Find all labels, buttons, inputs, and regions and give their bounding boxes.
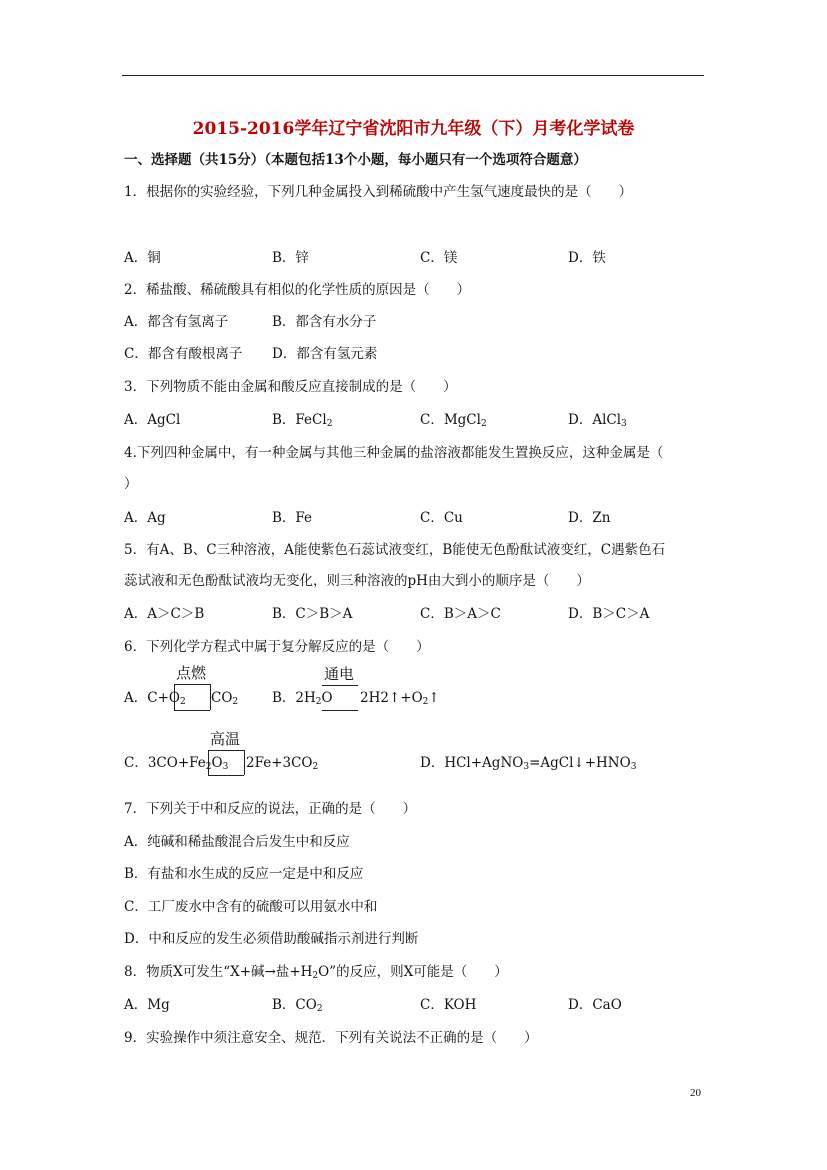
q5-option-a: A．A＞C＞B	[124, 606, 205, 622]
q6a-condition: 点燃	[176, 664, 207, 682]
q6-option-a: A．$C+O_2$	[124, 690, 186, 707]
question-4-cont: ）	[124, 476, 138, 492]
q8-option-b: B．$CO_2$	[272, 997, 323, 1014]
q6-option-c-product: $2Fe+3CO_2$	[246, 755, 319, 772]
q6b-condition-bar	[322, 685, 358, 686]
q1-option-a: A．铜	[124, 250, 161, 266]
q6c-condition: 高温	[210, 730, 241, 748]
q6-option-b-product: $2H2↑+O_2↑$	[360, 690, 440, 707]
q6c-condition-bar	[208, 750, 244, 751]
q4-option-d: D．Zn	[568, 510, 611, 526]
question-9: 9．实验操作中须注意安全、规范．下列有关说法不正确的是（ ）	[124, 1030, 538, 1046]
q3-option-b: B．FeCl$_2$	[272, 412, 333, 429]
q4-option-c: C．Cu	[420, 510, 463, 526]
question-4: 4.下列四种金属中，有一种金属与其他三种金属的盐溶液都能发生置换反应，这种金属是（	[124, 445, 664, 461]
q1-option-c: C．镁	[420, 250, 458, 266]
q6-option-b: B．$2H_2O$	[272, 690, 333, 707]
q1-option-b: B．锌	[272, 250, 309, 266]
question-1: 1．根据你的实验经验，下列几种金属投入到稀硫酸中产生氢气速度最快的是（ ）	[124, 184, 633, 200]
q3-option-d: D．AlCl$_3$	[568, 412, 627, 429]
question-2: 2．稀盐酸、稀硫酸具有相似的化学性质的原因是（ ）	[124, 282, 471, 298]
q8-option-d: D．CaO	[568, 997, 622, 1013]
question-5: 5．有A、B、C三种溶液，A能使紫色石蕊试液变红，B能使无色酚酞试液变红，C遇紫色石	[124, 542, 666, 558]
q5-option-d: D．B＞C＞A	[568, 606, 650, 622]
q3-option-c: C．MgCl$_2$	[420, 412, 487, 429]
question-5-cont: 蕊试液和无色酚酞试液均无变化，则三种溶液的pH由大到小的顺序是（ ）	[124, 573, 590, 589]
q2-option-d: D．都含有氢元素	[272, 346, 378, 362]
question-6: 6．下列化学方程式中属于复分解反应的是（ ）	[124, 639, 430, 655]
header-rule	[122, 75, 704, 76]
q7-option-a: A．纯碱和稀盐酸混合后发生中和反应	[124, 834, 350, 850]
page-title: 2015-2016学年辽宁省沈阳市九年级（下）月考化学试卷	[192, 119, 635, 139]
q8-option-a: A．Mg	[124, 997, 170, 1013]
q6a-condition-bar	[174, 684, 210, 685]
q5-option-c: C．B＞A＞C	[420, 606, 501, 622]
q4-option-b: B．Fe	[272, 510, 313, 526]
q2-option-c: C．都含有酸根离子	[124, 346, 243, 362]
q7-option-b: B．有盐和水生成的反应一定是中和反应	[124, 866, 364, 882]
q2-option-b: B．都含有水分子	[272, 314, 377, 330]
q6c-bar-right	[244, 750, 245, 775]
q1-option-d: D．铁	[568, 250, 606, 266]
q2-option-a: A．都含有氢离子	[124, 314, 229, 330]
question-3: 3．下列物质不能由金属和酸反应直接制成的是（ ）	[124, 379, 457, 395]
q6-option-c: C．$3CO+Fe_2O_3$	[124, 755, 229, 772]
q5-option-b: B．C＞B＞A	[272, 606, 353, 622]
q7-option-c: C．工厂废水中含有的硫酸可以用氨水中和	[124, 899, 378, 915]
q6b-condition: 通电	[324, 665, 355, 683]
question-8: 8．物质X可发生“X+碱→盐$+H_2O$”的反应，则X可能是（ ）	[124, 964, 508, 981]
q3-option-a: A．AgCl	[124, 412, 181, 428]
q6-option-d: D．$HCl+AgNO_3=AgCl↓+HNO_3$	[420, 755, 637, 772]
question-7: 7．下列关于中和反应的说法，正确的是（ ）	[124, 801, 417, 817]
q6-option-a-product: $CO_2$	[211, 690, 239, 707]
q7-option-d: D．中和反应的发生必须借助酸碱指示剂进行判断	[124, 931, 419, 947]
page-number: 20	[690, 1087, 701, 1099]
section-heading: 一、选择题（共15分）（本题包括13个小题，每小题只有一个选项符合题意）	[124, 152, 587, 168]
q8-option-c: C．KOH	[420, 997, 477, 1013]
q4-option-a: A．Ag	[124, 510, 166, 526]
